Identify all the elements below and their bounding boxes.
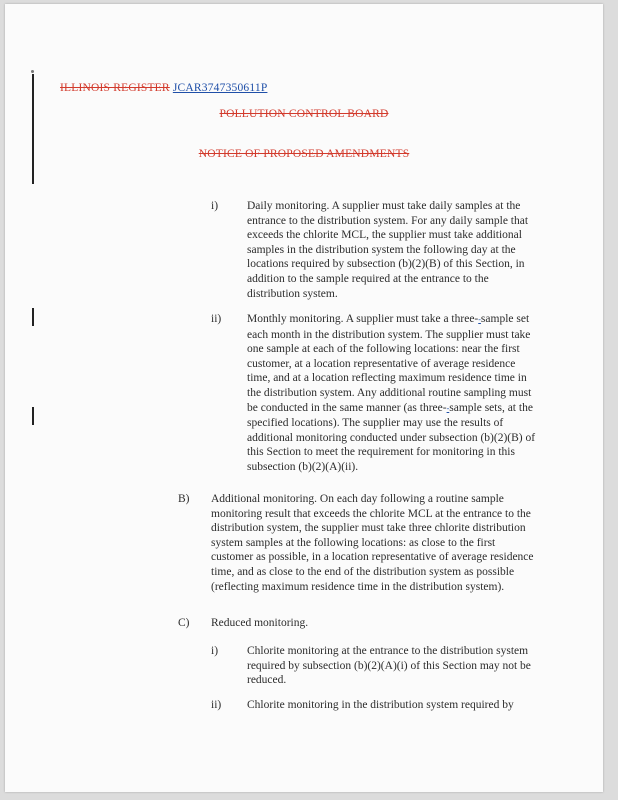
- item-text: [247, 312, 537, 475]
- deleted-hyphen-mark: -: [478, 315, 481, 324]
- item-label: i): [211, 200, 219, 212]
- item-label: ii): [211, 699, 222, 711]
- deleted-hyphen-mark: -: [446, 403, 450, 413]
- item-label: i): [211, 645, 219, 657]
- item-text: Additional monitoring. On each day following a routine sample monitoring result that exceeds the chlorite MCL at the entrance to the distribution system, the supplier must take three chlorite distribution system samples at the following locations: as close to the first customer as possible, in a location representative of average residence time, and as close to the end of the distribution system as possible (reflecting maximum residence time in the distribution system).: [211, 493, 534, 593]
- notice-title-deleted: NOTICE OF PROPOSED AMENDMENTS: [198, 148, 410, 160]
- change-bar-header: [32, 74, 34, 184]
- jcar-code-inserted: JCAR3747350611P: [172, 82, 268, 94]
- item-text: Chlorite monitoring at the entrance to the distribution system required by subsection (b)(2)(A)(i) of this Section may not be reduced.: [247, 645, 531, 687]
- item-label: C): [178, 617, 190, 629]
- item-text-part: sample sets, at the specified locations). The supplier may use the results of additional monitoring conducted under subsection (b)(2)(B) of this Section to meet the requirement for monitoring in this subsection (b)(2)(A)(ii).: [247, 401, 536, 473]
- item-label: ii): [211, 313, 222, 325]
- register-header: [60, 82, 267, 94]
- register-title-deleted: ILLINOIS REGISTER: [60, 82, 170, 94]
- item-text-part: sample set each month in the distribution system. The supplier must take one sample at each of the following locations: near the first customer, at a location representative of average residence time, and at a location reflecting maximum residence time in the distribution system. Any additional routine sampling must be conducted in the same manner (as three-: [247, 313, 532, 414]
- notice-title: [5, 148, 603, 160]
- item-text: Daily monitoring. A supplier must take daily samples at the entrance to the distribution system. For any daily sample that exceeds the chlorite MCL, the supplier must take additional samples in the distribution system the following day at the locations required by subsection (b)(2)(B) of this Section, in addition to the sample required at the entrance to the distribution system.: [247, 200, 529, 300]
- item-label: B): [178, 493, 190, 505]
- board-title-deleted: POLLUTION CONTROL BOARD: [219, 108, 389, 120]
- board-title: [5, 108, 603, 120]
- item-text-part: Monthly monitoring. A supplier must take a three-: [247, 313, 479, 325]
- document-page: [5, 4, 603, 792]
- item-text: Reduced monitoring.: [211, 617, 309, 629]
- change-bar-three-sample-2: [32, 407, 34, 425]
- item-text: Chlorite monitoring in the distribution system required by: [247, 699, 514, 711]
- scan-speck: [31, 70, 34, 73]
- change-bar-three-sample: [32, 308, 34, 326]
